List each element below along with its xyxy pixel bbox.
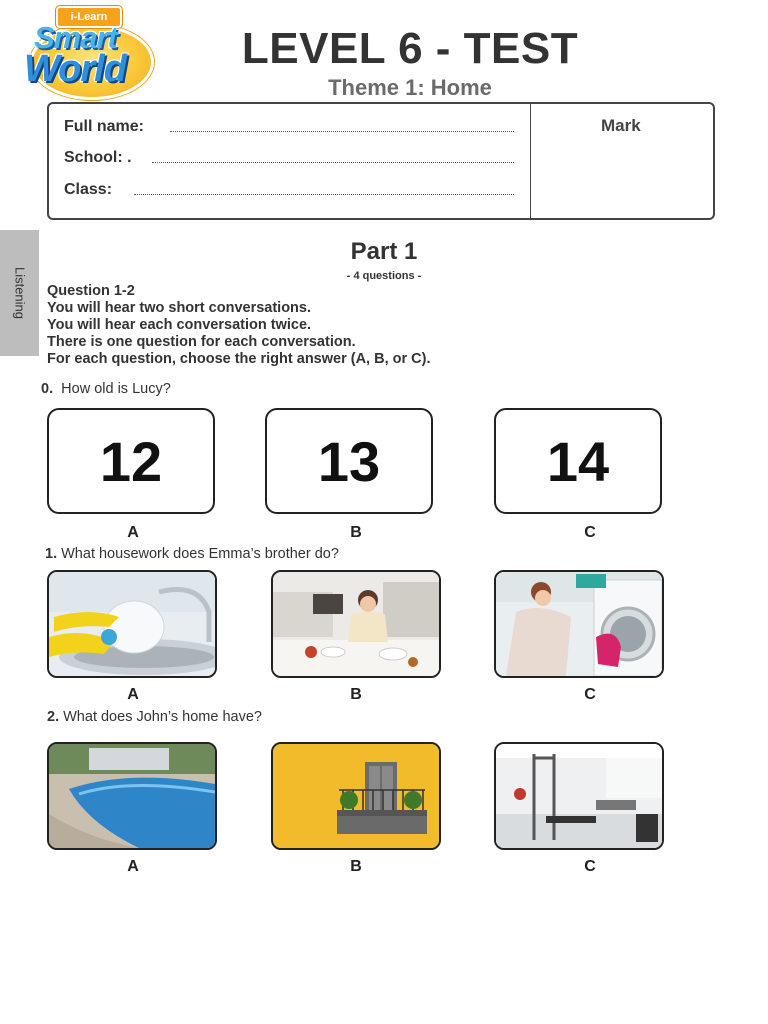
gym-image[interactable]: [494, 742, 664, 850]
test-subtitle: Theme 1: Home: [328, 75, 492, 100]
info-divider: [530, 104, 531, 218]
question-number: 2.: [47, 709, 60, 725]
part-subtitle: - 4 questions -: [346, 270, 422, 282]
full-name-line[interactable]: [170, 131, 514, 132]
question-text: How old is Lucy?: [61, 381, 171, 397]
option-letter-a: A: [127, 858, 139, 875]
option-letter-c: C: [584, 686, 596, 703]
school-label: School: .: [64, 149, 132, 166]
option-letter-b: B: [350, 524, 362, 541]
instruction-line: You will hear two short conversations.: [47, 300, 312, 316]
logo-ilearn-tag: i-Learn: [56, 6, 122, 28]
question-1: [45, 546, 339, 562]
test-title: LEVEL 6 - TEST: [241, 24, 579, 73]
logo-smart-text: Smart: [34, 20, 117, 55]
student-info-box: [47, 102, 715, 220]
class-line[interactable]: [134, 194, 514, 195]
option-letter-c: C: [584, 524, 596, 541]
side-tab-label: Listening: [12, 266, 27, 320]
question-number: 0.: [41, 381, 54, 397]
option-b-box[interactable]: 13: [265, 408, 433, 514]
instruction-line: Question 1-2: [47, 283, 135, 299]
class-label: Class:: [64, 181, 113, 198]
question-number: 1.: [45, 546, 58, 562]
logo-world-text: World: [24, 48, 126, 90]
option-letter-c: C: [584, 858, 596, 875]
swimming-pool-image[interactable]: [47, 742, 217, 850]
option-c-box[interactable]: 14: [494, 408, 662, 514]
question-text: What does John’s home have?: [63, 709, 262, 725]
school-line[interactable]: [152, 162, 514, 163]
question-0: [41, 381, 171, 397]
mark-label: Mark: [601, 116, 641, 135]
question-2: [47, 709, 262, 725]
instructions: [47, 283, 431, 368]
instruction-line: You will hear each conversation twice.: [47, 317, 312, 333]
full-name-label: Full name:: [64, 118, 145, 135]
option-letter-a: A: [127, 686, 139, 703]
balcony-image[interactable]: [271, 742, 441, 850]
option-letter-a: A: [127, 524, 139, 541]
washing-machine-image[interactable]: [494, 570, 664, 678]
option-letter-b: B: [350, 858, 362, 875]
smart-world-logo: [20, 2, 155, 100]
part-title: Part 1: [350, 238, 418, 265]
option-a-box[interactable]: 12: [47, 408, 215, 514]
full-name-field[interactable]: [64, 118, 144, 136]
setting-table-image[interactable]: [271, 570, 441, 678]
instruction-line: For each question, choose the right answer (A, B, or C).: [47, 351, 431, 367]
question-text: What housework does Emma’s brother do?: [61, 546, 339, 562]
instruction-line: There is one question for each conversation.: [47, 334, 356, 350]
option-letter-b: B: [350, 686, 362, 703]
washing-dishes-image[interactable]: [47, 570, 217, 678]
class-field[interactable]: [64, 181, 112, 199]
school-field[interactable]: [64, 149, 132, 167]
